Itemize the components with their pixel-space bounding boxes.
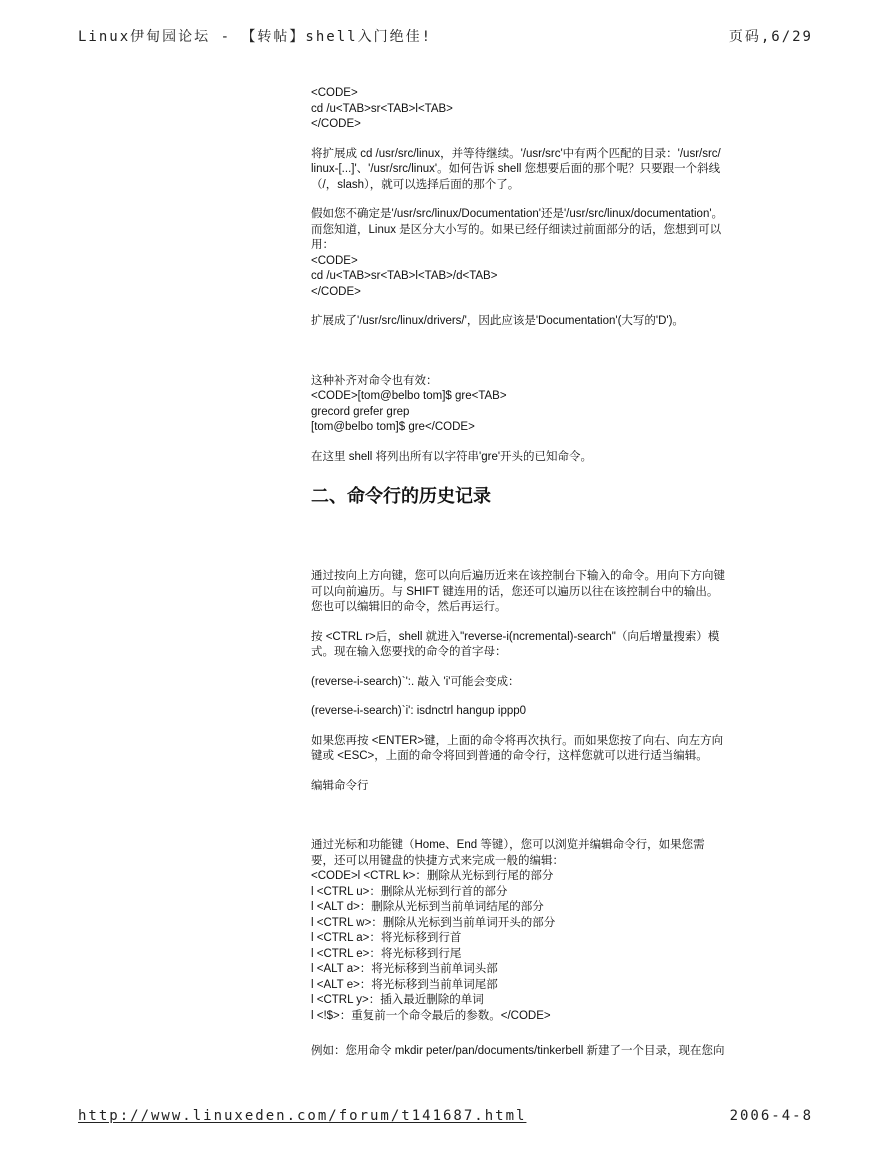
text-line: 按 <CTRL r>后，shell 就进入"reverse-i(ncremental)-search"（向后增量搜索）模 [311,630,720,643]
paragraph-6 [311,569,789,616]
text-line: l <ALT e>：将光标移到当前单词尾部 [311,978,498,991]
text-line: <CODE> [311,87,358,99]
paragraph-13: 例如：您用命令 mkdir peter/pan/documents/tinkerbell 新建了一个目录，现在您向 [311,1045,725,1057]
footer-date: 2006-4-8 [729,1108,813,1124]
text-line: （/，slash），就可以选择后面的那个了。 [311,178,520,191]
paragraph-3: 扩展成了'/usr/src/linux/drivers/'，因此应该是'Documentation'(大写的'D')。 [311,315,684,327]
paragraph-7 [311,630,789,661]
text-line: 您也可以编辑旧的命令，然后再运行。 [311,601,507,613]
text-line: 假如您不确定是'/usr/src/linux/Documentation'还是'/usr/src/linux/documentation'。 [311,208,724,220]
paragraph-4 [311,374,789,436]
footer-url-link[interactable]: http://www.linuxeden.com/forum/t141687.html [78,1108,527,1124]
text-line: </CODE> [311,285,361,298]
text-line: 式。现在输入您要找的命令的首字母： [311,646,507,658]
paragraph-11: 编辑命令行 [311,779,369,792]
paragraph-8: (reverse-i-search)`':. 敲入 'i'可能会变成： [311,675,520,688]
code-block-1 [311,86,789,133]
text-line: l <CTRL e>：将光标移到行尾 [311,947,462,960]
text-line: l <ALT a>：将光标移到当前单词头部 [311,963,498,975]
text-line: l <CTRL w>：删除从光标到当前单词开头的部分 [311,916,556,929]
paragraph-12 [311,838,789,1024]
text-line: 通过按向上方向键，您可以向后遍历近来在该控制台下输入的命令。用向下方向键 [311,570,725,582]
text-line: 而您知道，Linux 是区分大小写的。如果已经仔细读过前面部分的话，您想到可以 [311,223,722,236]
paragraph-1 [311,147,789,194]
text-line: 要，还可以用键盘的快捷方式来完成一般的编辑： [311,854,564,867]
text-line: </CODE> [311,118,361,130]
article-body [311,86,789,1060]
text-line: l <ALT d>：删除从光标到当前单词结尾的部分 [311,901,544,913]
text-line: 这种补齐对命令也有效： [311,374,438,387]
text-line: cd /u<TAB>sr<TAB>l<TAB> [311,102,453,115]
text-line: l <CTRL a>：将光标移到行首 [311,932,462,944]
paragraph-2 [311,207,789,300]
text-line: 用： [311,239,334,251]
paragraph-5: 在这里 shell 将列出所有以字符串'gre'开头的已知命令。 [311,450,593,463]
page-number: 页码,6/29 [728,29,813,45]
text-line: <CODE>[tom@belbo tom]$ gre<TAB> [311,390,507,402]
text-line: 将扩展成 cd /usr/src/linux，并等待继续。'/usr/src'中有两个匹配的目录：'/usr/src/ [311,147,721,160]
text-line: <CODE> [311,254,358,267]
section-heading: 二、命令行的历史记录 [311,486,491,507]
text-line: grecord grefer grep [311,405,410,418]
paragraph-9: (reverse-i-search)`i': isdnctrl hangup ippp0 [311,705,527,717]
text-line: 可以向前遍历。与 SHIFT 键连用的话，您还可以遍历以往在该控制台中的输出。 [311,585,719,598]
page-header-title: Linux伊甸园论坛 - 【转帖】shell入门绝佳! [78,29,433,45]
text-line: 如果您再按 <ENTER>键，上面的命令将再次执行。而如果您按了向右、向左方向 [311,734,724,747]
text-line: l <CTRL u>：删除从光标到行首的部分 [311,885,508,898]
text-line: cd /u<TAB>sr<TAB>l<TAB>/d<TAB> [311,270,498,282]
text-line: [tom@belbo tom]$ gre</CODE> [311,421,475,433]
text-line: linux-[...]'、'/usr/src/linux'。如何告诉 shell 您想要后面的那个呢？只要跟一个斜线 [311,163,721,175]
text-line: l <!$>：重复前一个命令最后的参数。</CODE> [311,1009,551,1022]
text-line: 通过光标和功能键（Home、End 等键），您可以浏览并编辑命令行，如果您需 [311,839,705,851]
text-line: l <CTRL y>：插入最近删除的单词 [311,994,484,1006]
text-line: <CODE>l <CTRL k>：删除从光标到行尾的部分 [311,870,554,882]
text-line: 键或 <ESC>，上面的命令将回到普通的命令行，这样您就可以进行适当编辑。 [311,750,708,762]
paragraph-10 [311,734,789,765]
